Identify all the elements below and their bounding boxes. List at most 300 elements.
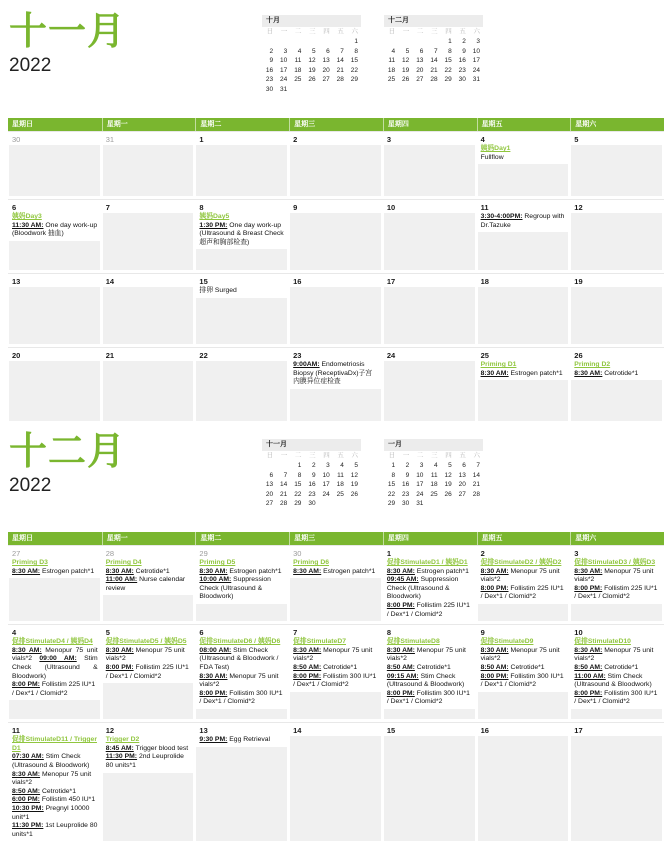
minical-day: 4 <box>297 47 302 55</box>
month-grid <box>8 532 664 844</box>
event-title: 促排StimulateD11 / Trigger D1 <box>12 736 97 752</box>
minical-day: 31 <box>416 500 424 507</box>
day-cell <box>570 546 664 624</box>
day-body <box>571 638 662 719</box>
mini-calendar <box>384 439 483 509</box>
minical-weekday: 四 <box>323 28 330 35</box>
event-time: 9:30 PM: <box>199 736 228 744</box>
day-cell <box>102 274 196 347</box>
day-cell <box>195 723 289 844</box>
day-cell <box>383 723 477 844</box>
date-number: 7 <box>293 628 298 638</box>
event-list <box>478 361 569 380</box>
week-row <box>8 545 664 624</box>
event-list <box>9 638 100 700</box>
minical-weekday: 四 <box>323 452 330 459</box>
minical-day: 14 <box>472 471 480 479</box>
event-title: 促排StimulateD4 / 姨妈D4 <box>12 638 93 646</box>
minical-day: 23 <box>458 66 466 74</box>
day-cell <box>570 723 664 844</box>
event-text: Follistim 225 IU*1 / Dex*1 / Clomid*2 <box>574 584 658 601</box>
event-title: 促排StimulateD7 <box>293 638 347 646</box>
minical-day: 26 <box>308 76 316 83</box>
minical-day: 2 <box>269 47 274 55</box>
day-body <box>9 638 100 719</box>
minical-day: 12 <box>402 57 410 64</box>
minical-day: 3 <box>326 462 330 469</box>
event <box>290 638 379 647</box>
minical-day <box>276 461 290 471</box>
event-list <box>384 559 475 621</box>
minical-day <box>426 37 440 47</box>
minical-weekday: 五 <box>459 28 466 35</box>
day-cell <box>8 274 102 347</box>
event <box>9 771 98 788</box>
event-text: Cetrotide*1 <box>508 663 545 671</box>
event-list <box>290 559 381 578</box>
day-body <box>103 638 194 719</box>
day-body <box>9 213 100 270</box>
event <box>478 559 567 568</box>
minical-day <box>384 37 398 47</box>
minical-day: 12 <box>350 471 358 479</box>
month-header <box>0 424 672 532</box>
event-title: 促排StimulateD9 <box>480 638 534 646</box>
day-body <box>384 736 475 841</box>
minical-day: 11 <box>388 57 396 64</box>
day-cell <box>383 274 477 347</box>
minical-day: 19 <box>350 481 358 488</box>
month-year: 2022 <box>9 54 52 76</box>
day-body <box>478 361 569 421</box>
event <box>196 576 285 602</box>
event <box>478 568 567 585</box>
day-body <box>9 361 100 421</box>
weekday-label: 星期一 <box>102 118 196 131</box>
event-time: 10:30 PM: <box>12 804 44 812</box>
date-number: 30 <box>12 135 21 144</box>
day-body <box>196 638 287 719</box>
day-body <box>478 736 569 841</box>
minical-day: 11 <box>337 471 344 479</box>
event-time: 8:30 AM: <box>105 646 134 654</box>
day-body <box>103 287 194 344</box>
event-text: Follistim 225 IU*1 / Dex*1 / Clomid*2 <box>105 663 189 680</box>
minical-day: 18 <box>294 66 302 74</box>
event-text: Menopur 75 unit vials*2 <box>574 567 654 584</box>
day-cell <box>383 625 477 722</box>
minical-day <box>319 499 333 509</box>
mini-calendars <box>262 15 483 94</box>
date-number: 6 <box>199 628 204 638</box>
date-number: 31 <box>105 135 115 144</box>
day-body <box>290 287 381 344</box>
event-text: One day work-up (Ultrasound & Breast Check 超声和胸部检查) <box>199 221 284 246</box>
weekday-label: 星期四 <box>383 118 477 131</box>
date-number: 1 <box>199 135 204 144</box>
event <box>478 154 567 163</box>
minical-day-grid <box>384 37 483 85</box>
event-time: 8:45 AM: <box>105 744 134 752</box>
minical-day: 24 <box>472 66 480 74</box>
date-number: 9 <box>480 628 485 638</box>
event-time: 10:00 AM: <box>199 576 232 584</box>
event <box>9 559 98 568</box>
event <box>196 213 285 222</box>
minical-weekday: 一 <box>280 28 288 35</box>
date-number: 2 <box>293 135 298 144</box>
event-text: Menopur 75 unit vials*2 <box>12 770 92 787</box>
minical-day: 10 <box>322 471 330 479</box>
minical-day: 19 <box>402 66 410 74</box>
minical-day: 13 <box>458 471 466 479</box>
event-list <box>478 145 569 164</box>
event <box>196 287 285 296</box>
day-body <box>103 213 194 270</box>
minical-day: 21 <box>472 481 480 488</box>
date-number: 3 <box>386 135 392 144</box>
event-time: 09:15 AM: <box>386 672 419 680</box>
event <box>571 690 660 707</box>
day-cell <box>570 132 664 199</box>
date-number: 30 <box>293 549 302 558</box>
date-number: 13 <box>199 726 208 736</box>
event-text: Stim Check (Ultrasound & Bloodwork) <box>574 672 652 689</box>
minical-day <box>469 499 483 509</box>
event-text: Stim Check (Ultrasound & Bloodwork) <box>386 672 465 689</box>
minical-day <box>304 85 318 95</box>
minical-day: 12 <box>308 57 316 64</box>
minical-day <box>398 37 412 47</box>
day-cell <box>289 625 383 722</box>
minical-day: 27 <box>322 76 330 83</box>
minical-day: 30 <box>308 500 316 507</box>
day-cell <box>102 348 196 424</box>
event-time: 8:00 PM: <box>12 681 40 689</box>
day-body <box>478 559 569 621</box>
weekday-label: 星期四 <box>383 532 477 545</box>
event <box>103 638 192 647</box>
minical-day: 27 <box>265 500 274 507</box>
date-number: 27 <box>12 549 21 558</box>
day-body <box>290 361 381 421</box>
event <box>384 664 473 673</box>
day-body <box>478 638 569 719</box>
event-text: Cetrotide*1 <box>602 369 639 377</box>
event-title: 姨妈Day3 <box>12 213 42 220</box>
event-list <box>571 361 662 380</box>
minical-day: 14 <box>280 481 288 488</box>
event-list <box>103 559 194 595</box>
minical-day: 14 <box>336 57 344 64</box>
day-body <box>9 145 100 196</box>
minical-day <box>276 37 290 47</box>
minical-day: 11 <box>430 471 438 479</box>
day-body <box>571 736 662 841</box>
minical-day: 13 <box>416 57 424 64</box>
event <box>571 664 660 673</box>
event-text: Estrogen patch*1 <box>508 369 563 377</box>
event <box>9 736 98 753</box>
event-time: 8:30 AM: <box>574 567 603 575</box>
minical-day: 20 <box>322 66 330 74</box>
minical-day: 4 <box>391 47 396 55</box>
event <box>478 638 567 647</box>
event <box>290 568 379 577</box>
date-number: 24 <box>386 351 396 360</box>
event-text: Follistim 300 IU*1 / Dex*1 / Clomid*2 <box>293 672 377 689</box>
event-list <box>196 559 287 604</box>
event-list <box>196 287 287 298</box>
minical-day <box>319 85 333 95</box>
minical-day: 25 <box>336 490 344 498</box>
day-cell <box>289 348 383 424</box>
weekday-label: 星期五 <box>477 532 571 545</box>
event-text: One day work-up (Bloodwork 抽血) <box>12 221 98 238</box>
date-number: 29 <box>199 549 208 558</box>
minical-weekday: 四 <box>445 28 452 35</box>
minical-day: 4 <box>340 462 344 469</box>
event-text: Cetrotide*1 <box>602 663 639 671</box>
day-cell <box>102 723 196 844</box>
event-title: 促排StimulateD2 / 姨妈D2 <box>480 559 562 566</box>
day-cell <box>383 200 477 273</box>
date-number: 12 <box>105 726 115 736</box>
weekday-label: 星期三 <box>289 532 383 545</box>
event-time: 8:00 PM: <box>199 689 228 697</box>
minical-day: 30 <box>458 76 466 83</box>
minical-day <box>304 37 318 47</box>
date-number: 26 <box>574 351 583 360</box>
event-text: Trigger blood test <box>133 744 189 752</box>
minical-day: 16 <box>402 481 410 488</box>
minical-day: 10 <box>416 471 424 479</box>
event <box>9 753 98 770</box>
minical-day <box>290 37 304 47</box>
day-cell <box>8 546 102 624</box>
minical-weekday: 六 <box>473 28 480 35</box>
date-number: 16 <box>293 277 302 286</box>
event-text: Estrogen patch*1 <box>414 567 469 575</box>
minical-day <box>455 499 469 509</box>
event-text: Menopur 75 unit vials*2 <box>12 646 98 663</box>
event-text: Menopur 75 unit vials*2 <box>199 672 279 689</box>
weekday-header-row <box>8 532 664 545</box>
minical-weekday: 二 <box>416 28 424 35</box>
minical-day: 1 <box>448 38 452 45</box>
minical-day: 2 <box>311 462 316 469</box>
date-number: 23 <box>293 351 302 360</box>
event <box>9 796 98 805</box>
week-row <box>8 199 664 273</box>
event-list <box>478 213 569 232</box>
event-list <box>9 736 100 841</box>
event-text: Menopur 75 unit vials*2 <box>386 646 466 663</box>
minical-day-grid <box>262 37 361 94</box>
event-list <box>196 736 287 747</box>
event-time: 1:30 PM: <box>199 221 228 229</box>
month-grid <box>8 118 664 424</box>
event-text: Regroup with Dr.Tazuke <box>480 213 565 229</box>
event-time: 11:00 AM: <box>105 576 138 584</box>
event-time: 11:30 AM: <box>12 221 44 229</box>
minical-weekday-row <box>384 27 483 37</box>
minical-weekday: 二 <box>416 452 424 459</box>
event-text: Estrogen patch*1 <box>227 567 282 575</box>
minical-day: 22 <box>387 490 396 498</box>
minical-day: 23 <box>402 490 410 498</box>
event-text: Cetrotide*1 <box>40 787 76 795</box>
weekday-label: 星期日 <box>12 121 33 128</box>
event <box>290 647 379 664</box>
minical-day: 29 <box>387 500 396 507</box>
minical-day: 25 <box>430 490 438 498</box>
day-body <box>478 213 569 270</box>
event <box>103 647 192 664</box>
event <box>103 568 192 577</box>
day-cell <box>102 546 196 624</box>
minical-day: 20 <box>265 490 274 498</box>
date-number: 21 <box>105 351 115 360</box>
weekday-label: 星期二 <box>195 532 289 545</box>
minical-day: 15 <box>387 481 396 488</box>
month-title: 十二月 <box>9 431 127 473</box>
day-cell <box>477 546 571 624</box>
minical-day: 2 <box>462 38 466 45</box>
event-list <box>103 736 194 772</box>
event-time: 8:30 AM: <box>480 567 509 575</box>
minical-weekday: 六 <box>351 452 358 459</box>
minical-day: 27 <box>416 76 424 83</box>
day-cell <box>8 625 102 722</box>
date-number: 19 <box>574 277 583 286</box>
date-number: 5 <box>574 135 579 144</box>
day-body <box>571 559 662 621</box>
date-number: 15 <box>386 726 396 736</box>
event <box>571 585 660 602</box>
event-time: 11:00 AM: <box>574 672 606 680</box>
minical-weekday: 二 <box>294 452 302 459</box>
date-number: 10 <box>574 628 583 638</box>
weekday-label: 星期五 <box>477 118 571 131</box>
weekday-header-row <box>8 118 664 131</box>
event <box>384 647 473 664</box>
day-body <box>196 145 287 196</box>
day-cell <box>8 723 102 844</box>
minical-day <box>262 37 276 47</box>
day-body <box>571 361 662 421</box>
day-body <box>384 361 475 421</box>
event-text: Pregnyl 10000 unit*1 <box>12 804 90 821</box>
event-title: Priming D5 <box>199 559 236 566</box>
minical-day: 29 <box>444 76 452 83</box>
event-time: 8:30 AM: <box>293 567 322 575</box>
event-title: 促排StimulateD1 / 姨妈D1 <box>386 559 468 566</box>
minical-day: 30 <box>265 85 274 93</box>
minical-day: 7 <box>433 47 438 55</box>
minical-weekday: 日 <box>266 28 274 35</box>
event-time: 8:30 AM: <box>574 369 603 377</box>
day-body <box>290 145 381 196</box>
event-time: 8:00 PM: <box>386 689 415 697</box>
event-time: 8:00 PM: <box>480 672 509 680</box>
event <box>196 638 285 647</box>
event <box>384 559 473 568</box>
minical-day: 3 <box>476 38 480 45</box>
minical-day: 5 <box>311 47 316 55</box>
event-text: Menopur 75 unit vials*2 <box>480 646 560 663</box>
event <box>290 559 379 568</box>
minical-day: 7 <box>283 471 288 479</box>
event-time: 8:30 AM: <box>12 567 41 575</box>
minical-weekday: 三 <box>431 28 438 35</box>
event-list <box>571 559 662 604</box>
minical-day <box>319 37 333 47</box>
event-time: 8:50 AM: <box>12 787 41 795</box>
event <box>571 370 660 379</box>
day-body <box>290 213 381 270</box>
weekday-label: 星期六 <box>570 118 664 131</box>
day-cell <box>195 200 289 273</box>
event <box>9 568 98 577</box>
date-number: 20 <box>12 351 21 360</box>
minical-day: 1 <box>391 462 396 469</box>
minical-day: 6 <box>326 47 330 55</box>
minical-day: 6 <box>269 471 274 479</box>
event-list <box>196 638 287 709</box>
minical-day: 3 <box>419 462 424 469</box>
minical-day: 10 <box>472 47 480 55</box>
day-cell <box>8 200 102 273</box>
event <box>9 805 98 822</box>
minical-day: 9 <box>462 47 466 55</box>
date-number: 22 <box>199 351 208 360</box>
event <box>571 638 660 647</box>
minical-month-label: 十月 <box>262 15 361 27</box>
event <box>9 647 98 681</box>
date-number: 17 <box>386 277 396 286</box>
event-time: 9:00AM: <box>293 361 320 368</box>
event-text: Follistim 225 IU*1 / Dex*1 / Clomid*2 <box>386 601 470 618</box>
minical-day: 16 <box>308 481 316 488</box>
event-list <box>196 213 287 249</box>
date-number: 14 <box>105 277 115 286</box>
minical-day <box>441 499 455 509</box>
date-number: 1 <box>386 549 392 558</box>
minical-day: 24 <box>280 76 288 83</box>
minical-weekday-row <box>262 27 361 37</box>
minical-day: 22 <box>294 490 302 498</box>
minical-day: 5 <box>405 47 410 55</box>
minical-day: 7 <box>340 47 344 55</box>
month-section <box>0 424 672 844</box>
month-title: 十一月 <box>9 11 127 53</box>
event-time: 8:50 AM: <box>574 663 603 671</box>
minical-day <box>333 37 347 47</box>
event-text: Cetrotide*1 <box>414 663 451 671</box>
minical-day: 23 <box>308 490 316 498</box>
event-text: Follistim 300 IU*1 / Dex*1 / Clomid*2 <box>574 689 658 706</box>
event <box>478 673 567 690</box>
week-row <box>8 624 664 722</box>
day-cell <box>570 625 664 722</box>
day-body <box>196 361 287 421</box>
day-body <box>196 287 287 344</box>
event <box>103 664 192 681</box>
event-text: Estrogen patch*1 <box>321 567 376 575</box>
day-body <box>571 287 662 344</box>
minical-day: 18 <box>387 66 396 74</box>
